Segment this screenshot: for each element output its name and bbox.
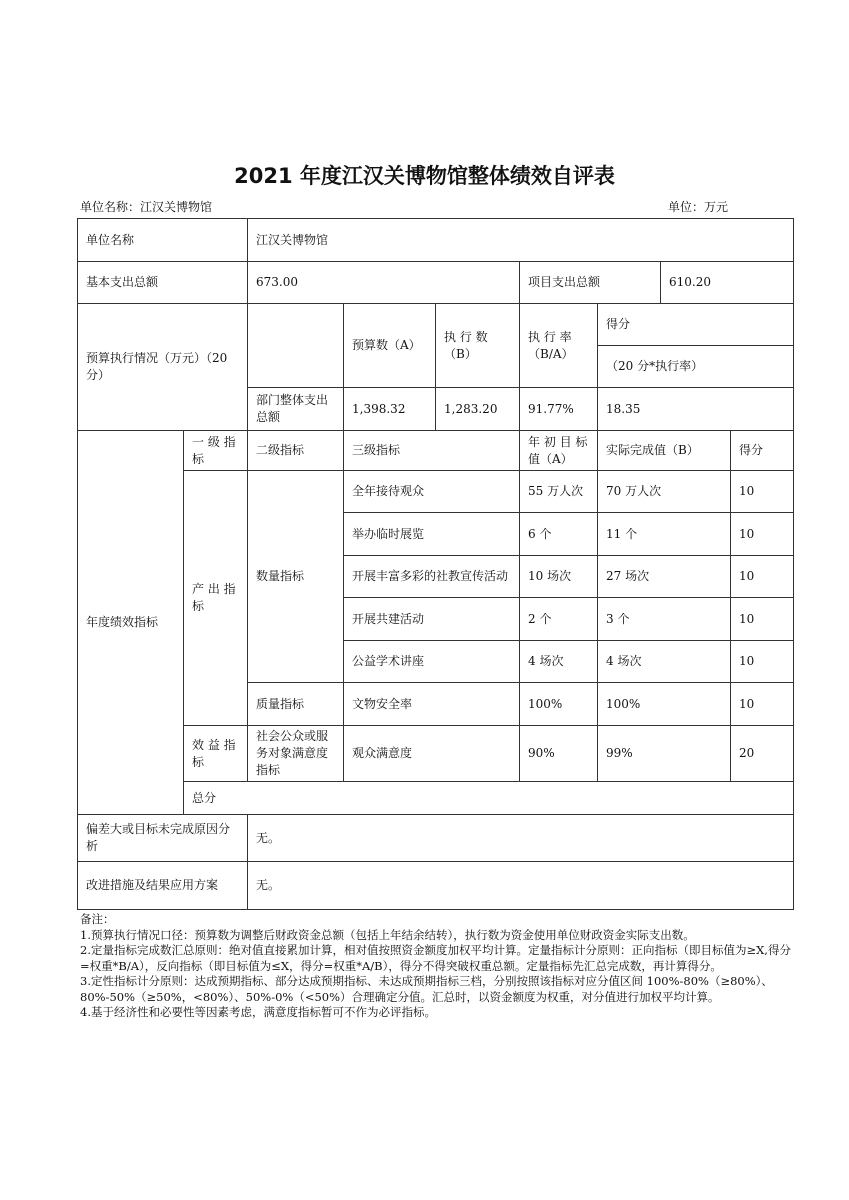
table-row <box>78 471 794 513</box>
indicator-score: 10 <box>731 556 794 598</box>
notes-section <box>80 912 792 1021</box>
score-header: 得分 <box>598 304 794 346</box>
indicator-score: 20 <box>731 726 794 782</box>
page-title: 2021 年度江汉关博物馆整体绩效自评表 <box>234 164 615 188</box>
indicator-name: 开展共建活动 <box>344 598 520 641</box>
note-item: 4.基于经济性和必要性等因素考虑，满意度指标暂可不作为必评指标。 <box>80 1005 436 1019</box>
performance-table <box>77 218 794 910</box>
satisfaction-indicator-label: 社会公众或服务对象满意度指标 <box>248 726 344 782</box>
unit-name-value: 江汉关博物馆 <box>248 219 794 262</box>
indicator-actual: 3 个 <box>598 598 731 641</box>
rate-header: 执 行 率（B/A） <box>520 304 598 388</box>
actual-header: 实际完成值（B） <box>598 431 731 471</box>
indicator-target: 10 场次 <box>520 556 598 598</box>
indicator-actual: 99% <box>598 726 731 782</box>
score-formula: （20 分*执行率） <box>598 346 794 388</box>
indicator-actual: 27 场次 <box>598 556 731 598</box>
project-expense-value: 610.20 <box>661 262 794 304</box>
level2-header: 二级指标 <box>248 431 344 471</box>
dept-rate: 91.77% <box>520 388 598 431</box>
improvement-plan-value: 无。 <box>248 862 794 910</box>
indicator-target: 100% <box>520 683 598 726</box>
note-item: 1.预算执行情况口径：预算数为调整后财政资金总额（包括上年结余结转），执行数为资金使用单位财政资金实际支出数。 <box>80 927 695 942</box>
indicator-target: 6 个 <box>520 513 598 556</box>
indicator-name: 公益学术讲座 <box>344 641 520 683</box>
note-item: 2.定量指标完成数汇总原则：绝对值直接累加计算，相对值按照资金额度加权平均计算。定量指标计分原则：正向指标（即目标值为≥X,得分=权重*B/A），反向指标（即目标值为≤X，得分=权重*A/B），得分不得突破权重总额。定量指标先汇总完成数，再计算得分。 <box>80 943 791 973</box>
improvement-plan-label: 改进措施及结果应用方案 <box>78 862 248 910</box>
indicator-target: 4 场次 <box>520 641 598 683</box>
dept-total-label: 部门整体支出总额 <box>248 388 344 431</box>
quantity-indicator-label: 数量指标 <box>248 471 344 683</box>
quality-indicator-label: 质量指标 <box>248 683 344 726</box>
indicator-name: 文物安全率 <box>344 683 520 726</box>
level3-header: 三级指标 <box>344 431 520 471</box>
table-row <box>78 219 794 262</box>
exec-header: 执 行 数（B） <box>436 304 520 388</box>
table-row <box>78 782 794 815</box>
unit-name-meta: 单位名称：江汉关博物馆 <box>80 200 213 214</box>
benefit-indicator-label: 效 益 指标 <box>184 726 248 782</box>
deviation-analysis-label: 偏差大或目标未完成原因分析 <box>78 815 248 862</box>
unit-name-label: 单位名称 <box>78 219 248 262</box>
table-row <box>78 862 794 910</box>
dept-score: 18.35 <box>598 388 794 431</box>
indicator-name: 开展丰富多彩的社教宣传活动 <box>344 556 520 598</box>
indicator-actual: 100% <box>598 683 731 726</box>
indicator-actual: 4 场次 <box>598 641 731 683</box>
indicator-target: 90% <box>520 726 598 782</box>
table-row <box>78 726 794 782</box>
table-row <box>78 431 794 471</box>
note-item: 3.定性指标计分原则：达成预期指标、部分达成预期指标、未达成预期指标三档，分别按照该指标对应分值区间 100%-80%（≥80%）、80%-50%（≥50%，<80%）、50%-0%（<50%）合理确定分值。汇总时，以资金额度为权重，对分值进行加权平均计算。 <box>80 974 773 1004</box>
annual-indicators-label: 年度绩效指标 <box>78 431 184 815</box>
deviation-analysis-value: 无。 <box>248 815 794 862</box>
indicator-score: 10 <box>731 471 794 513</box>
indicator-score: 10 <box>731 641 794 683</box>
indicator-actual: 70 万人次 <box>598 471 731 513</box>
indicator-name: 观众满意度 <box>344 726 520 782</box>
target-header: 年 初 目 标值（A） <box>520 431 598 471</box>
indicator-target: 2 个 <box>520 598 598 641</box>
budget-exec-label: 预算执行情况（万元）（20 分） <box>78 304 248 431</box>
budget-header: 预算数（A） <box>344 304 436 388</box>
project-expense-label: 项目支出总额 <box>520 262 661 304</box>
notes-heading: 备注： <box>80 912 115 926</box>
table-row <box>78 815 794 862</box>
indicator-score: 10 <box>731 513 794 556</box>
blank-cell <box>248 304 344 388</box>
indicator-score: 10 <box>731 683 794 726</box>
indicator-target: 55 万人次 <box>520 471 598 513</box>
total-score-label: 总分 <box>184 782 794 815</box>
table-row <box>78 304 794 346</box>
dept-budget: 1,398.32 <box>344 388 436 431</box>
score-col-header: 得分 <box>731 431 794 471</box>
table-row <box>78 262 794 304</box>
basic-expense-value: 673.00 <box>248 262 520 304</box>
indicator-name: 全年接待观众 <box>344 471 520 513</box>
dept-exec: 1,283.20 <box>436 388 520 431</box>
indicator-actual: 11 个 <box>598 513 731 556</box>
currency-unit-meta: 单位：万元 <box>668 200 729 214</box>
level1-header: 一 级 指标 <box>184 431 248 471</box>
indicator-name: 举办临时展览 <box>344 513 520 556</box>
output-indicator-label: 产 出 指标 <box>184 471 248 726</box>
indicator-score: 10 <box>731 598 794 641</box>
basic-expense-label: 基本支出总额 <box>78 262 248 304</box>
